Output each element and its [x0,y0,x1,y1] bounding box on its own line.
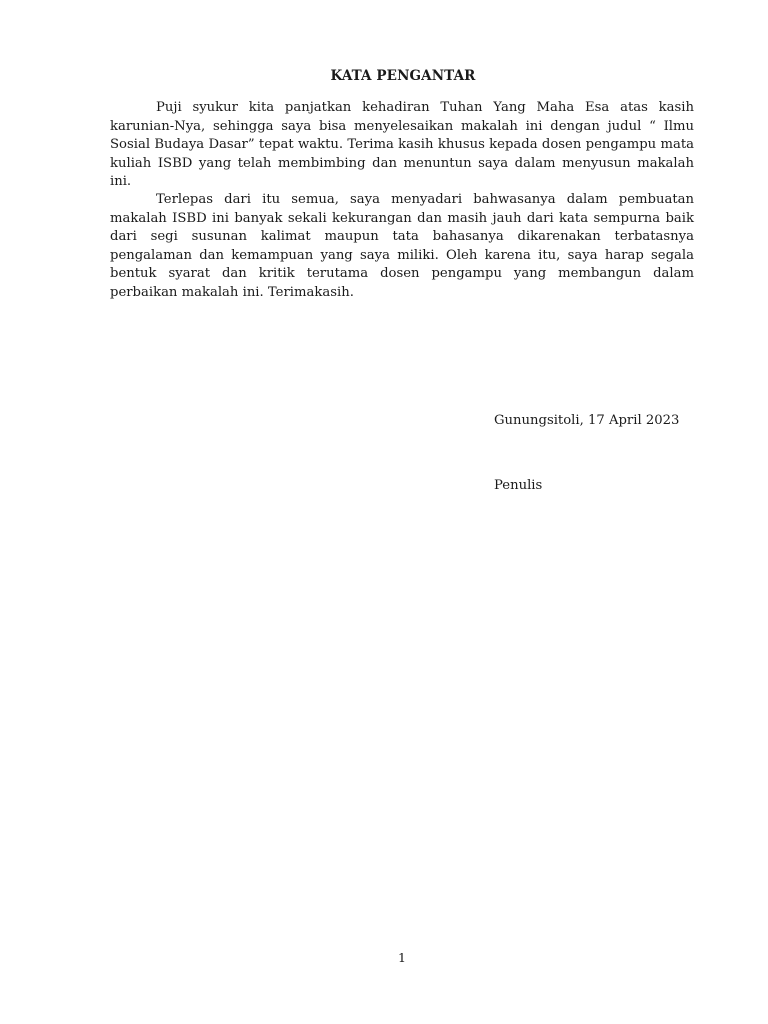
author-signature: Penulis [494,478,543,493]
document-title: KATA PENGANTAR [330,68,476,84]
place-date: Gunungsitoli, 17 April 2023 [494,413,680,428]
paragraph-opening [110,99,694,192]
paragraph-opening-text: Puji syukur kita panjatkan kehadiran Tuhan Yang Maha Esa atas kasih karunian-Nya, sehingga saya bisa menyelesaikan makalah ini dengan judul “ Ilmu Sosial Budaya Dasar” tepat waktu. Terima kasih khusus kepada dosen pengampu mata kuliah ISBD yang telah membimbing dan menuntun saya dalam menyusun makalah ini. [110,100,694,190]
paragraph-closing-text: Terlepas dari itu semua, saya menyadari bahwasanya dalam pembuatan makalah ISBD ini banyak sekali kekurangan dan masih jauh dari kata sempurna baik dari segi susunan kalimat maupun tata bahasanya dikarenakan terbatasnya pengalaman dan kemampuan yang saya miliki. Oleh karena itu, saya harap segala bentuk syarat dan kritik terutama dosen pengampu yang membangun dalam perbaikan makalah ini. Terimakasih. [110,192,694,300]
paragraph-closing [110,191,694,303]
page-number: 1 [398,950,406,965]
